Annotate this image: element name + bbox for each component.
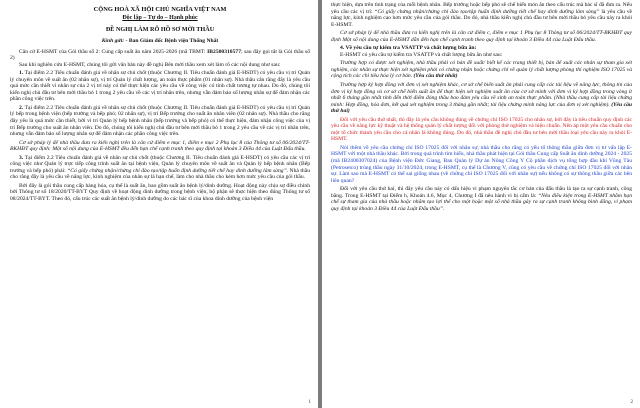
- text-run: Tại điểm 2.2 Tiêu chuẩn đánh giá về nhân sự chủ chốt (thuộc Chương II. Tiêu chuẩn đánh giá E-HSDT) có yêu cầu vị trí Quản lý chuyên môn về suất ăn (02 nhân sự), vị trí Quản lý chất lượng, an toàn thực phẩm (01 nhân sự). Nhà thầu cân rằng đây là yêu cầu quá mức cần thiết vì nhân sự của 2 vị trí này có thể thực hiện các yêu cầu về công việc có tính chất tương tự nhau. Do đó, chúng tôi kiến nghị chủ đầu tư bên mời thầu bỏ 1 trong 2 yêu cầu về các vị trí nhân trên, nhưng vẫn đảm bảo số lượng nhân sự để đảm nhận các phần công việc trên.: [10, 70, 310, 103]
- paragraph-item-3: [10, 155, 310, 181]
- text-run: Tại điểm 2.2 Tiêu chuẩn đánh giá về nhân sự chủ chốt (thuộc Chương II. Tiêu chuẩn đánh giá E-HSDT) có yêu cầu các vị trí công việc như Quản lý trực tiếp công trình suất ăn tại bệnh viện, Quản lý chuyên môn về suất ăn và Quản lý bếp bệnh nhân (Bếp trưởng và bếp phó) phải:: [10, 154, 310, 174]
- paragraph-item-2: [10, 105, 310, 138]
- text-run: Trường hợp ký hợp đồng với đơn vị xét nghiệm khác, cơ sở chế biến suất ăn phải cung cấp các tài liệu về năng lực, thông tin của đơn vị ký hợp đồng và cơ sở chế biến suất ăn để thực hiện xét nghiệm suất ăn của cơ sở mình với đơn vị ký hợp đồng trong vòng ít nhất 6 tháng gần nhất tính đến thời điểm đóng thầu bao đảm yêu cầu về sinh an toàn thực phẩm. (Nhà thầu cung cấp tài liệu chứng minh: Hợp đồng, hóa đơn, kết quả xét nghiệm trong 3 tháng gần nhất; tài liệu chứng minh năng lực của đơn vị xét nghiệm).: [331, 82, 632, 108]
- item-number: 1.: [19, 70, 24, 77]
- paragraph-continuation: [331, 2, 632, 28]
- tender-code: IB2500310577: [207, 48, 241, 55]
- document-title: ĐỀ NGHỊ LÀM RÕ HỒ SƠ MỜI THẦU: [105, 26, 215, 33]
- recipient-line: [10, 38, 310, 45]
- text-run: Căn cứ E-HSMT của Gói thầu số 2: Cung cấp suất ăn năm 2025-2026 (mã TBMT:: [19, 48, 208, 55]
- header-country: CỘNG HOÀ XÃ HỘI CHỦ NGHĨA VIỆT NAM: [93, 6, 227, 13]
- paragraph-requirement-2: [331, 82, 632, 115]
- quoted-prohibition: “Nêu điều kiện trong E-HSMT nhằm hạn chế sự tham gia của nhà thầu hoặc nhằm tạo lợi thế cho một hoặc một số nhà thầu gây ra sự cạnh tranh không bình đẳng, vi phạm quy định tại khoản 3 Điều 44 của Luật Đấu thầu”.: [331, 192, 633, 212]
- page-number: 2: [630, 400, 633, 405]
- paragraph-objection-1: Đối với yêu cầu thứ nhất, thì đây là yêu cầu không đúng về chứng chỉ ISO 17025 cho nhân sự, bởi đây là tiêu chuẩn quy định các yêu cầu về năng lực kỹ thuật và hệ thống quản lý chất lượng đối với phòng thử nghiệm và hiệu chuẩn. Nên áp một yêu cầu chuẩn cho một tổ chức thành yêu cầu cho cá nhân là không đúng. Do đó, nhà thầu đề nghị chủ đầu tư bên mời thầu loại yêu cầu này ra khỏi E-HSMT.: [331, 116, 632, 143]
- paragraph-requirement-intro: E-HSMT có yêu cầu tự kiểm tra VSATTP và chất lượng bữa ăn như sau:: [340, 51, 503, 58]
- document-page-1: [0, 0, 318, 408]
- paragraph-legal-basis-1: Cơ sở pháp lý để nhà thầu đưa ra kiến nghị trên là căn cứ điểm e mục 1, điểm e mục 2 Phụ lục 8 của Thông tư số 06/2024/TT-BKHĐT quy định: Một số nội dung của E-HSMT đều đến hạn chế cạnh tranh theo quy định tại khoản 3 Điều 44 của Luật Đấu thầu.: [10, 139, 310, 153]
- requirement-tag: (Yêu cầu thứ nhất): [413, 73, 458, 80]
- paragraph-collusion-note: Nói thêm về yêu cầu chứng chỉ ISO 17025 đối với nhân sự, nhà thầu cho rằng có yếu tố thông thầu giữa đơn vị tư vấn lập E-HSMT với một nhà thầu khác. Bởi trong quá trình tìm hiểu, nhà thầu phát hiện tại Gói thầu Cung cấp Suất ăn dinh dưỡng 2024 - 2025 (mã IB2400307024) của Bệnh viện Đức Giang, Ban Quản lý Dự án Nông Công Y Cộ phần dịch vụ tổng hợp dầu khí Vũng Tàu (Petrosetco) trúng thầu ngày 31/10/2024, trong E-HSMT, cụ thể là Chương V, cũng có yêu cầu về chứng chỉ ISO 17025 đối với nhân sự. Làm sao mà E-HSMT có thể sai giống nhau (về chứng chỉ ISO 17025 đối với nhân sự) nếu không có sự thông thầu giữa các bên liên quan?: [331, 144, 632, 184]
- item-number: 3.: [19, 154, 24, 161]
- paragraph-basis: [10, 49, 310, 62]
- recipient-label: Kính gửi:: [101, 38, 125, 44]
- paragraph-requirement-1: [331, 60, 632, 80]
- recipient-value: - Ban Giám đốc Bệnh viện Thống Nhất: [125, 38, 219, 44]
- text-run: thực hiện, dựa trên tình trạng của mỗi bệnh nhân. Bếp trưởng hoặc bếp phó sẽ chế biến món ăn theo cấu trúc mà bác sĩ đã đưa ra. Nếu yêu cầu các vị trí:: [331, 2, 632, 15]
- quoted-requirement: “Có giấy chứng nhận/chứng chỉ đào tạo/tập huấn định dưỡng tiết chế hay dinh dưỡng lâm sàng”: [67, 167, 287, 174]
- item-number: 2.: [19, 104, 24, 111]
- text-run: Trường hợp có được xét nghiệm, nhà thầu phải có bản đề xuất/ biết kế các trang thiết bị, bản để xuất các nhân sự tham gia xét nghiệm, các nhân sự thực hiện xét nghiệm phải có chứng nhận hoặc chứng chỉ về quản lý chất lượng phòng thí nghiệm ISO 17025 và cộng tích các chỉ tiêu hóa lý cơ bản.: [331, 60, 632, 80]
- paragraph-explanation: Bởi đây là gói thầu cung cấp hàng hóa, cụ thể là suất ăn, bao gồm suất ăn bệnh lý/dinh dưỡng. Hoạt động này chịu sự điều chỉnh bởi Thông tư số 18/2020/TT-BYT Quy định về hoạt động dinh dưỡng trong bệnh viện, bộ phận sẽ thực hiện theo đúng Thông tư số 08/2024/TT-BYT. Theo đó, cấu trúc các suất ăn bệnh lý/dinh dưỡng do các bác sĩ của khoa dinh dưỡng của bệnh viện: [10, 182, 310, 203]
- document-page-2: [322, 0, 640, 408]
- text-run: ; sau đây gọi tắt là Gói thầu số 2): [10, 48, 311, 62]
- text-run: . Nhà thầu cho rằng đây là yêu cầu về năng lực, kinh nghiệm của nhân sự là hạn chế, làm cho nhà thầu cho kém hơn mức yêu cầu của gói thầu.: [10, 167, 310, 181]
- text-run: là yêu cầu về năng lực, kinh nghiệm cao hơn mức yêu cầu của gói thầu. Do đó, nhà thầu kiến nghị chủ đầu tư bên mời thầu bỏ yêu cầu này ra khỏi E-HSMT.: [331, 8, 633, 28]
- requirement-tag: (Yêu cầu thứ hai): [331, 101, 632, 115]
- text-run: Tại điểm 2.2 Tiêu chuẩn đánh giá về nhân sự chủ chốt (thuộc Chương II. Tiêu chuẩn đánh giá E-HSDT) có yêu cầu vị trí Quản lý bếp trong bệnh viện (bếp trưởng và bếp phó; 02 nhân sự), vị trí Bếp trưởng cho suất ăn nhân viên (02 nhân sự). Nhà thầu cho rằng đây yêu là quá mức cần thiết, bởi vì trí Quản lý bếp bệnh nhân (bếp trưởng và bếp phó) có thể thực hiện, đảm nhận công việc của vị trí Bếp trưởng cho suất ăn nhân viên. Do đó, chúng tôi kiến nghị chủ đầu tư bên mời thầu bỏ 1 trong 2 yêu cầu về các vị trí nhân trên, nhưng vẫn đảm bảo số lượng nhân sự để đảm nhận các phần công việc trên.: [10, 104, 310, 138]
- text-run: Đối với yêu cầu thứ hai, thì đây yêu cầu này có dấu hiệu vi phạm nguyên tắc cơ bản của đấu thầu là tạo ra sự cạnh tranh, công bằng. Trong E-HSMT tại Điểm h, Khoản 4.6, Mục 4, Chương I đã nêu hành vi bị cấm là:: [331, 186, 632, 199]
- section-heading-4: 4. Về yêu cầu tự kiểm tra VSATTP và chất lượng bữa ăn:: [340, 45, 477, 52]
- header-motto: Độc lập – Tự do – Hạnh phúc: [122, 15, 198, 21]
- paragraph-intro: Sau khi nghiên cứu E-HSMT, chúng tôi gửi văn bản này đề nghị Bên mời thầu xem xét làm rõ các nội dung như sau:: [19, 61, 281, 68]
- paragraph-legal-basis-2: Cơ sở pháp lý để nhà thầu đưa ra kiến nghị trên là căn cứ điểm c, điểm e mục 1 Phụ lục 8 Thông tư số 06/2024/TT-BKHĐT quy định Một số nội dung của E-HSMT dẫn đến hạn chế cạnh tranh theo quy định tại khoản 3 Điều 44 của Luật Đấu thầu.: [331, 30, 632, 43]
- paragraph-item-1: [10, 70, 310, 103]
- quoted-requirement: “Có giấy chứng nhận/chứng chỉ đào tạo/tập huấn định dưỡng tiết chế hay dinh dưỡng lâm sàng”: [374, 8, 600, 15]
- paragraph-objection-2: [331, 186, 632, 212]
- page-number: 1: [308, 400, 311, 405]
